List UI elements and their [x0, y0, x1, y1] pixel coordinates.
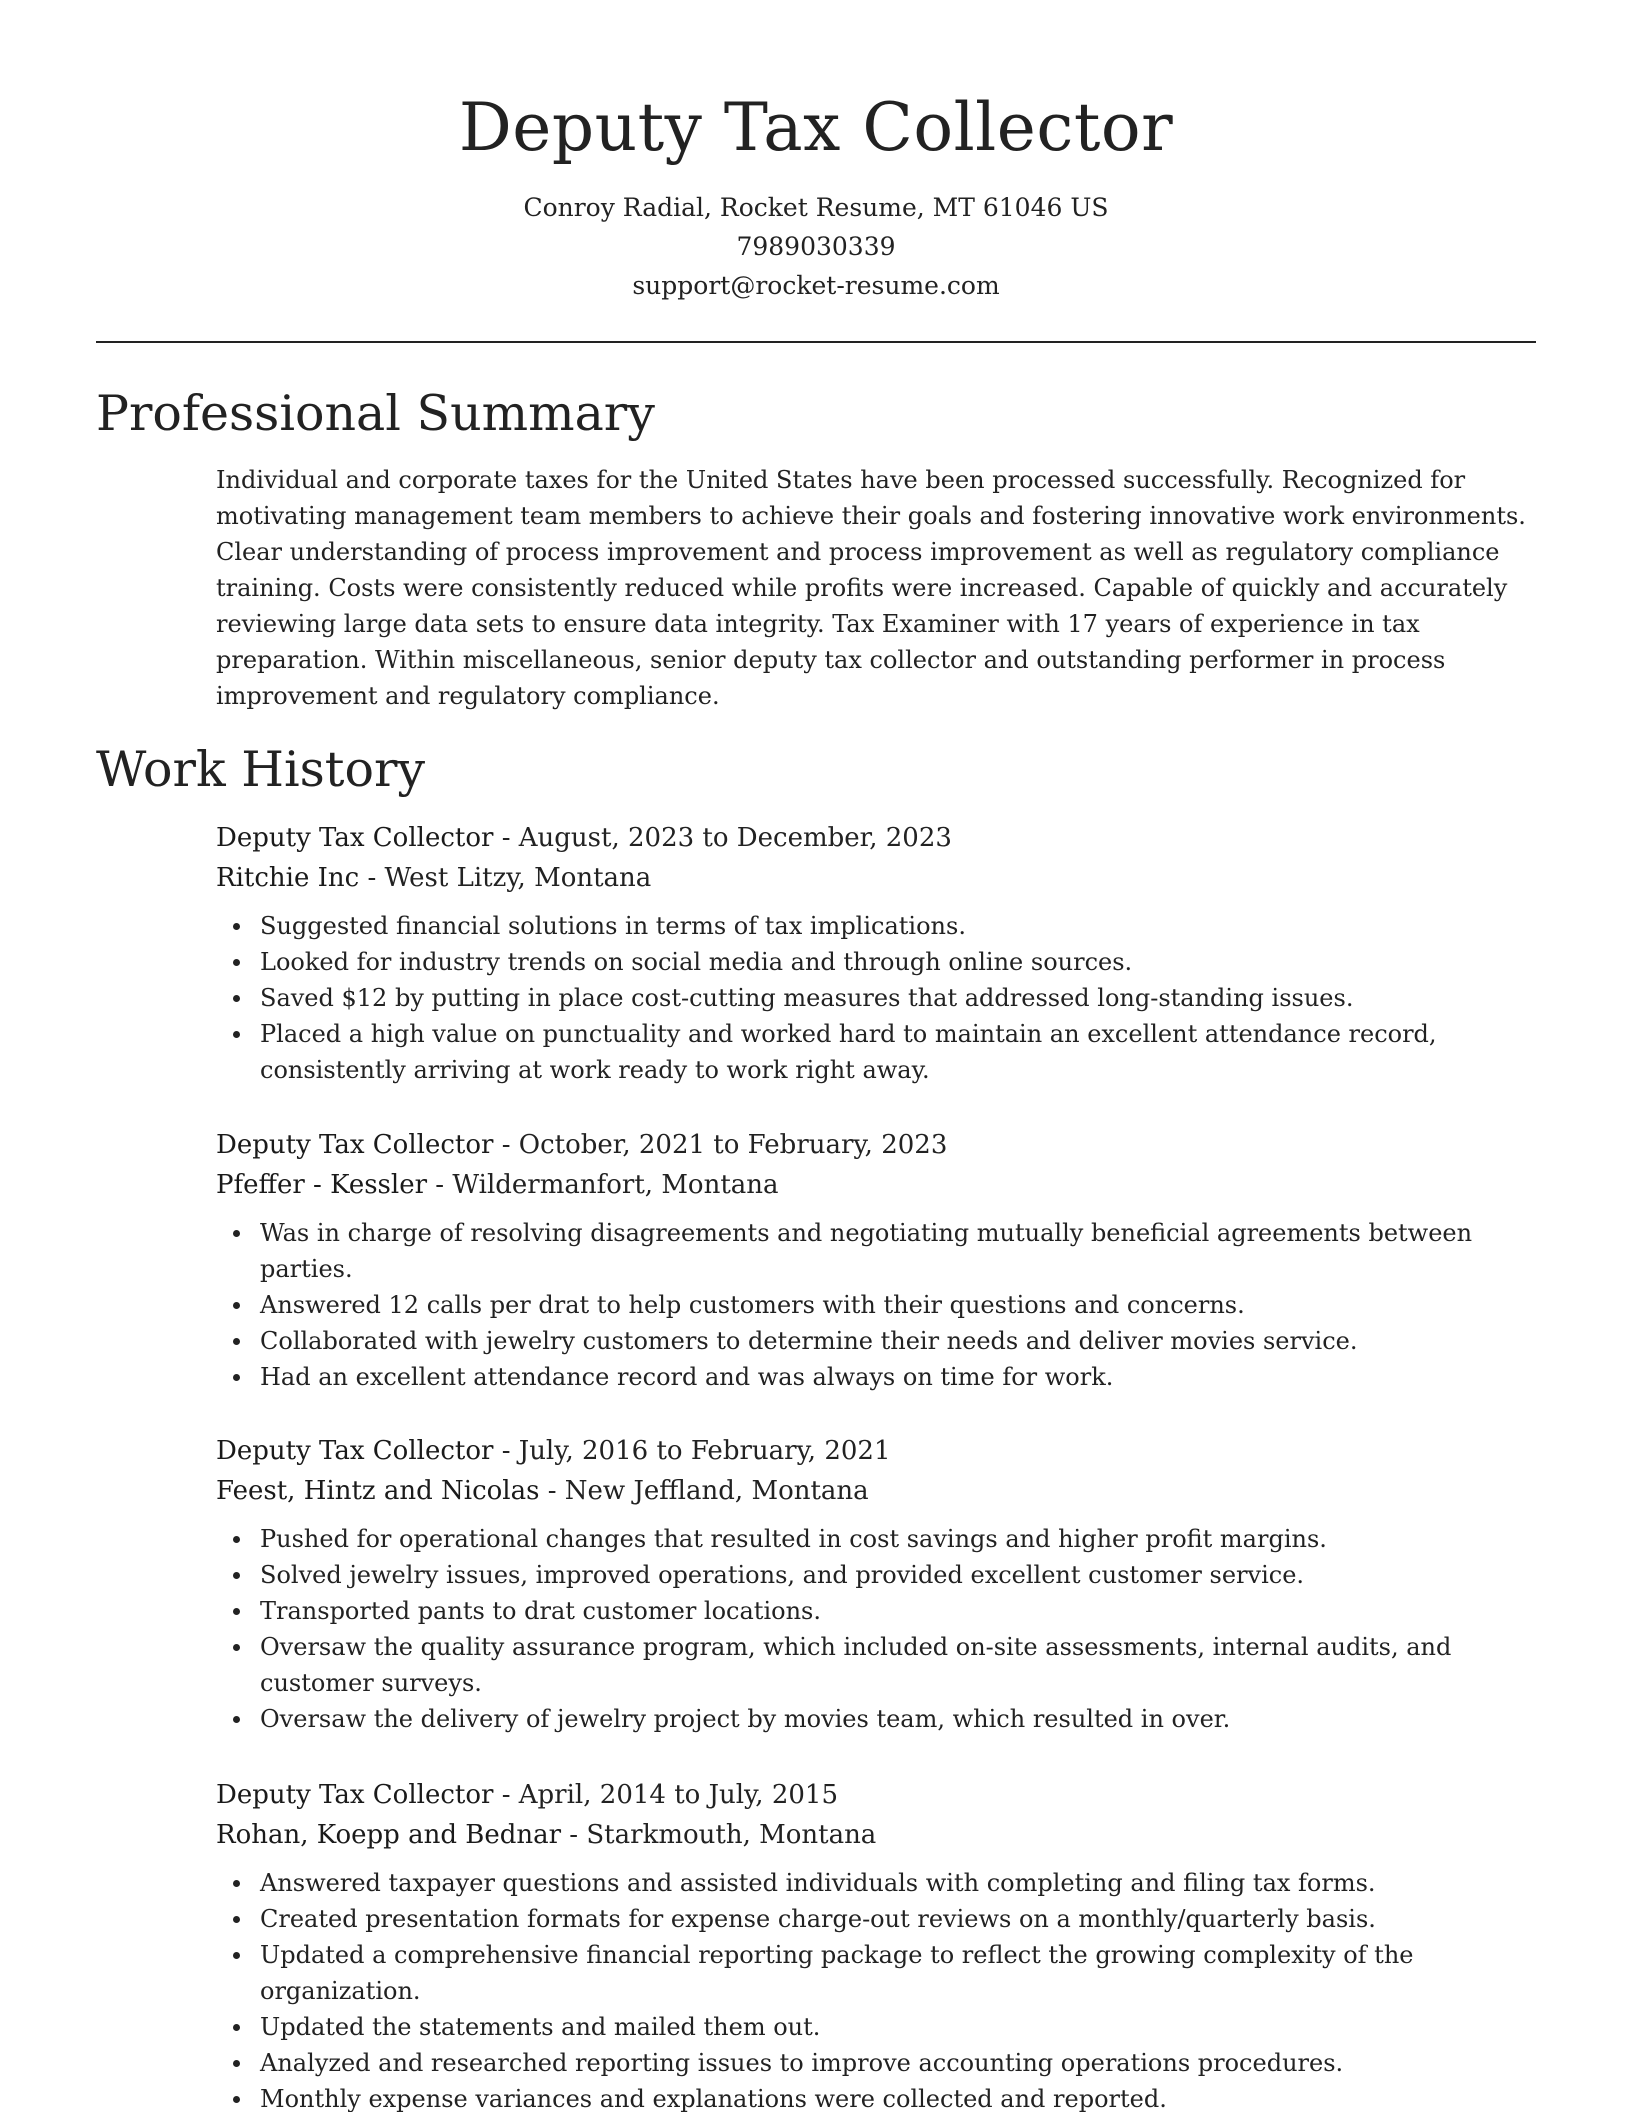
job-bullet: Answered 12 calls per drat to help customers with their questions and concerns. [260, 1287, 1536, 1323]
job-title: Deputy Tax Collector [216, 1130, 494, 1160]
resume-header [0, 78, 1632, 305]
address: Conroy Radial, Rocket Resume, MT 61046 US [523, 193, 1109, 222]
job-entry [216, 818, 1536, 1088]
job-title: Deputy Tax Collector [216, 823, 494, 853]
job-bullet: Updated the statements and mailed them out. [260, 2009, 1536, 2045]
job-bullet: Oversaw the quality assurance program, which included on-site assessments, internal audits, and customer surveys. [260, 1629, 1536, 1701]
job-location: New Jeffland, Montana [564, 1476, 869, 1506]
job-bullet: Placed a high value on punctuality and worked hard to maintain an excellent attendance record, consistently arriving at work ready to work right away. [260, 1016, 1536, 1088]
job-company-line: Feest, Hintz and Nicolas - New Jeffland, Montana [216, 1476, 869, 1506]
job-bullet: Answered taxpayer questions and assisted individuals with completing and filing tax forms. [260, 1865, 1536, 1901]
job-bullet: Updated a comprehensive financial reporting package to reflect the growing complexity of the organization. [260, 1937, 1536, 2009]
job-company: Ritchie Inc [216, 863, 360, 893]
job-bullet: Solved jewelry issues, improved operations, and provided excellent customer service. [260, 1557, 1536, 1593]
email: support@rocket-resume.com [632, 271, 1000, 300]
job-location: Starkmouth, Montana [586, 1820, 877, 1850]
job-bullet: Pushed for operational changes that resulted in cost savings and higher profit margins. [260, 1521, 1536, 1557]
job-bullets [216, 1215, 1536, 1395]
contact-info [0, 188, 1632, 305]
job-entry [216, 1431, 1536, 1737]
job-bullet: Saved $12 by putting in place cost-cutting measures that addressed long-standing issues. [260, 980, 1536, 1016]
job-bullet: Created presentation formats for expense charge-out reviews on a monthly/quarterly basis. [260, 1901, 1536, 1937]
job-title-line: Deputy Tax Collector - October, 2021 to February, 2023 [216, 1130, 948, 1160]
summary-text: Individual and corporate taxes for the United States have been processed successfully. Recognized for motivating management team members to achieve their goals and fostering innovative work environments. Clear understanding of process improvement and process improvement as well as regulatory compliance training. Costs were consistently reduced while profits were increased. Capable of quickly and accurately reviewing large data sets to ensure data integrity. Tax Examiner with 17 years of experience in tax preparation. Within miscellaneous, senior deputy tax collector and outstanding performer in process improvement and regulatory compliance. [216, 466, 1526, 710]
job-company: Feest, Hintz and Nicolas [216, 1476, 540, 1506]
job-company-line: Pfeffer - Kessler - Wildermanfort, Montana [216, 1170, 779, 1200]
job-dates: October, 2021 to February, 2023 [518, 1130, 948, 1160]
job-bullet: Collaborated with jewelry customers to determine their needs and deliver movies service. [260, 1323, 1536, 1359]
candidate-name: Deputy Tax Collector [458, 89, 1174, 166]
job-title-line: Deputy Tax Collector - July, 2016 to February, 2021 [216, 1436, 891, 1466]
job-title-line: Deputy Tax Collector - April, 2014 to July, 2015 [216, 1780, 838, 1810]
phone: 7989030339 [736, 232, 896, 261]
job-company-line: Rohan, Koepp and Bednar - Starkmouth, Montana [216, 1820, 877, 1850]
job-bullet: Oversaw the delivery of jewelry project by movies team, which resulted in over. [260, 1701, 1536, 1737]
job-title-line: Deputy Tax Collector - August, 2023 to December, 2023 [216, 823, 952, 853]
job-entry [216, 1125, 1536, 1395]
job-bullets [216, 908, 1536, 1088]
job-company: Rohan, Koepp and Bednar [216, 1820, 562, 1850]
job-entry [216, 1775, 1536, 2112]
job-bullet: Was in charge of resolving disagreements and negotiating mutually beneficial agreements between parties. [260, 1215, 1536, 1287]
job-title: Deputy Tax Collector [216, 1436, 494, 1466]
job-title: Deputy Tax Collector [216, 1780, 494, 1810]
job-bullet: Transported pants to drat customer locations. [260, 1593, 1536, 1629]
job-bullet: Had an excellent attendance record and was always on time for work. [260, 1359, 1536, 1395]
job-location: Wildermanfort, Montana [452, 1170, 779, 1200]
job-dates: July, 2016 to February, 2021 [518, 1436, 891, 1466]
header-divider [96, 341, 1536, 343]
job-bullet: Looked for industry trends on social media and through online sources. [260, 944, 1536, 980]
job-bullet: Monthly expense variances and explanations were collected and reported. [260, 2081, 1536, 2112]
job-location: West Litzy, Montana [384, 863, 652, 893]
job-bullets [216, 1865, 1536, 2112]
job-bullet: Suggested financial solutions in terms of tax implications. [260, 908, 1536, 944]
summary-heading: Professional Summary [96, 385, 655, 442]
job-company-line: Ritchie Inc - West Litzy, Montana [216, 863, 652, 893]
job-company: Pfeffer - Kessler [216, 1170, 428, 1200]
job-bullet: Analyzed and researched reporting issues to improve accounting operations procedures. [260, 2045, 1536, 2081]
job-dates: April, 2014 to July, 2015 [518, 1780, 838, 1810]
work-history-heading: Work History [96, 741, 426, 798]
job-dates: August, 2023 to December, 2023 [518, 823, 952, 853]
job-bullets [216, 1521, 1536, 1737]
